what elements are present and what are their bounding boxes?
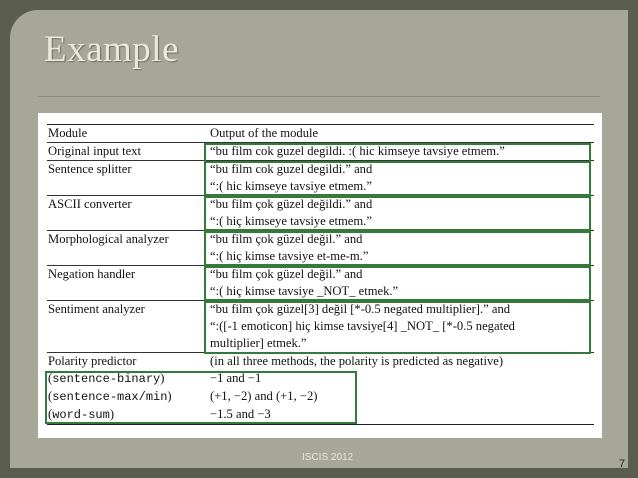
method-output: −1.5 and −3 bbox=[209, 406, 594, 425]
module-output: “:( hiç kimseye tavsiye etmem.” bbox=[210, 214, 372, 228]
module-name: Negation handler bbox=[47, 266, 209, 284]
module-output: “bu film çok güzel[3] değil [*-0.5 negated multiplier].” and bbox=[209, 301, 594, 319]
module-output: “bu film çok güzel değil.” and bbox=[209, 266, 594, 284]
table-row bbox=[47, 301, 594, 319]
module-name: ASCII converter bbox=[47, 196, 209, 214]
module-output: “:( hic kimseye tavsiye etmem.” bbox=[210, 179, 372, 193]
table-row-cont bbox=[47, 213, 594, 231]
table-row bbox=[47, 143, 594, 161]
table-row-cont bbox=[47, 318, 594, 335]
module-name: Original input text bbox=[47, 143, 209, 161]
module-output: “bu film çok güzel değil.” and bbox=[209, 231, 594, 249]
module-output: “bu film cok guzel degildi.” and bbox=[209, 161, 594, 179]
table-row-cont bbox=[47, 248, 594, 266]
module-name: Polarity predictor bbox=[47, 353, 209, 371]
table-row bbox=[47, 196, 594, 214]
method-name: sentence-binary bbox=[52, 372, 161, 386]
footer-text: ISCIS 2012 bbox=[302, 452, 354, 463]
module-name: Sentence splitter bbox=[47, 161, 209, 179]
page-number: 7 bbox=[619, 458, 626, 470]
module-table bbox=[47, 124, 594, 425]
table-row bbox=[47, 266, 594, 284]
table-row-cont bbox=[47, 335, 594, 353]
content-area bbox=[38, 113, 602, 438]
method-row: (word-sum) −1.5 and −3 bbox=[47, 406, 594, 425]
table-row bbox=[47, 161, 594, 179]
table-row bbox=[47, 231, 594, 249]
header-module: Module bbox=[47, 125, 209, 143]
method-row: (sentence-max/min) (+1, −2) and (+1, −2) bbox=[47, 388, 594, 406]
method-name: sentence-max/min bbox=[52, 390, 168, 404]
title-divider bbox=[38, 96, 600, 97]
table-row-cont bbox=[47, 283, 594, 301]
module-output: “bu film çok güzel değildi.” and bbox=[209, 196, 594, 214]
method-row: (sentence-binary) −1 and −1 bbox=[47, 370, 594, 388]
slide-title: Example bbox=[44, 29, 180, 70]
module-output: “:( hiç kimse tavsiye _NOT_ etmek.” bbox=[210, 284, 399, 298]
table-header-row bbox=[47, 125, 594, 143]
header-output: Output of the module bbox=[209, 125, 594, 143]
table-row bbox=[47, 353, 594, 371]
module-output: multiplier] etmek.” bbox=[210, 336, 307, 350]
module-output: “bu film cok guzel degildi. :( hic kimseye tavsiye etmem.” bbox=[209, 143, 594, 161]
module-name: Morphological analyzer bbox=[47, 231, 209, 249]
module-output: “:( hiç kimse tavsiye et-me-m.” bbox=[210, 249, 369, 263]
method-name: word-sum bbox=[52, 408, 110, 422]
method-output: −1 and −1 bbox=[210, 371, 262, 385]
method-output: (+1, −2) and (+1, −2) bbox=[210, 389, 318, 403]
module-name: Sentiment analyzer bbox=[47, 301, 209, 319]
module-output: “:([-1 emoticon] hiç kimse tavsiye[4] _NOT_ [*-0.5 negated bbox=[210, 319, 515, 333]
module-output: (in all three methods, the polarity is predicted as negative) bbox=[209, 353, 594, 371]
table-row-cont bbox=[47, 178, 594, 196]
